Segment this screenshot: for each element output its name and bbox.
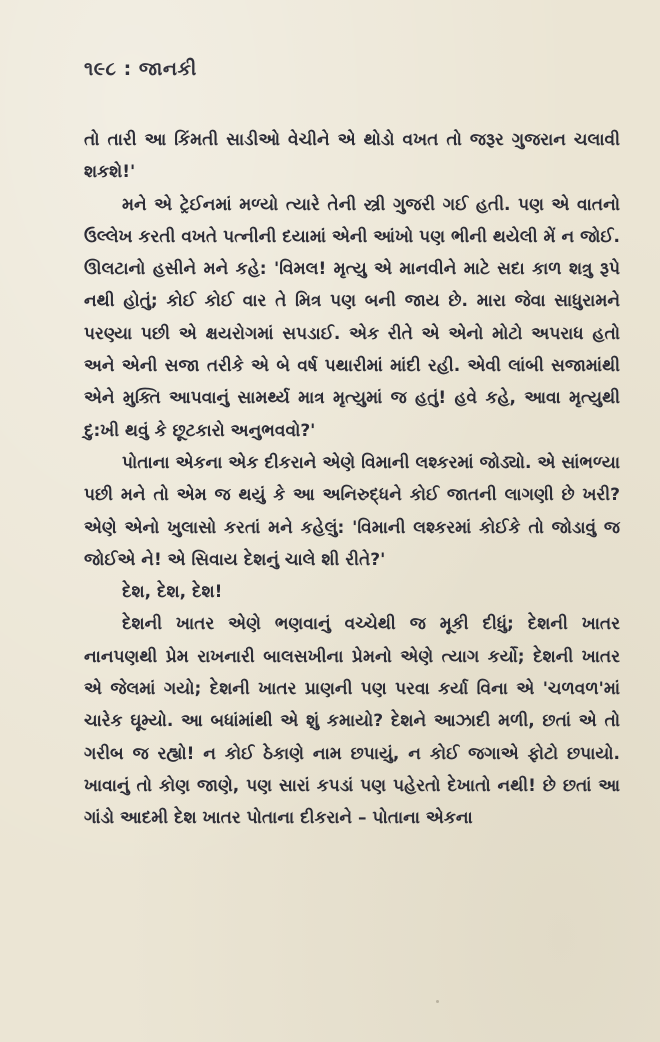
paragraph-5: દેશની ખાતર એણે ભણવાનું વચ્ચેથી જ મૂકી દીધું; દેશની ખાતર નાનપણથી પ્રેમ રાખનારી બાલસખીના પ્રેમનો એણે ત્યાગ કર્યો; દેશની ખાતર એ જેલમાં ગયો; દેશની ખાતર પ્રાણની પણ પરવા કર્યા વિના એ 'ચળવળ'માં ચારેક ઘૂમ્યો. આ બધાંમાંથી એ શું કમાયો? દેશને આઝાદી મળી, છતાં એ તો ગરીબ જ રહ્યો! ન કોઈ ઠેકાણે નામ છપાયું, ન કોઈ જગાએ ફોટો છપાયો. ખાવાનું તો કોણ જાણે, પણ સારાં કપડાં પણ પહેરતો દેખાતો નથી! છે છતાં આ ગાંડો આદમી દેશ ખાતર પોતાના દીકરાને – પોતાના એકના (84, 614, 620, 829)
page-body (84, 124, 620, 835)
paragraph-4: દેશ, દેશ, દેશ! (122, 582, 223, 603)
paper-speck (436, 1000, 439, 1003)
paragraph-1: તો તારી આ કિંમતી સાડીઓ વેચીને એ થોડો વખત તો જરૂર ગુજરાન ચલાવી શકશે!' (84, 130, 620, 183)
paragraph-3: પોતાના એકના એક દીકરાને એણે વિમાની લશ્કરમાં જોડ્યો. એ સાંભળ્યા પછી મને તો એમ જ થયું કે આ અનિરુદ્ધને કોઈ જાતની લાગણી છે ખરી? એણે એનો ખુલાસો કરતાં મને કહેલું: 'વિમાની લશ્કરમાં કોઈકે તો જોડાવું જ જોઈએ ને! એ સિવાય દેશનું ચાલે શી રીતે?' (84, 452, 620, 570)
paragraph-2: મને એ ટ્રેઈનમાં મળ્યો ત્યારે તેની સ્ત્રી ગુજરી ગઈ હતી. પણ એ વાતનો ઉલ્લેખ કરતી વખતે પત્નીની દયામાં એની આંખો પણ ભીની થયેલી મેં ન જોઈ. ઊલટાનો હસીને મને કહે: 'વિમલ! મૃત્યુ એ માનવીને માટે સદા કાળ શત્રુ રૂપે નથી હોતું; કોઈ કોઈ વાર તે મિત્ર પણ બની જાય છે. મારા જેવા સાધુરામને પરણ્યા પછી એ ક્ષયરોગમાં સપડાઈ. એક રીતે એ એનો મોટો અપરાધ હતો અને એની સજા તરીકે એ બે વર્ષ પથારીમાં માંદી રહી. એવી લાંબી સજામાંથી એને મુક્તિ આપવાનું સામર્થ્ય માત્ર મૃત્યુમાં જ હતું! હવે કહે, આવા મૃત્યુથી દુ:ખી થવું કે છૂટકારો અનુભવવો?' (84, 194, 620, 441)
running-head: ૧૯૮ : જાનકી (84, 58, 197, 80)
